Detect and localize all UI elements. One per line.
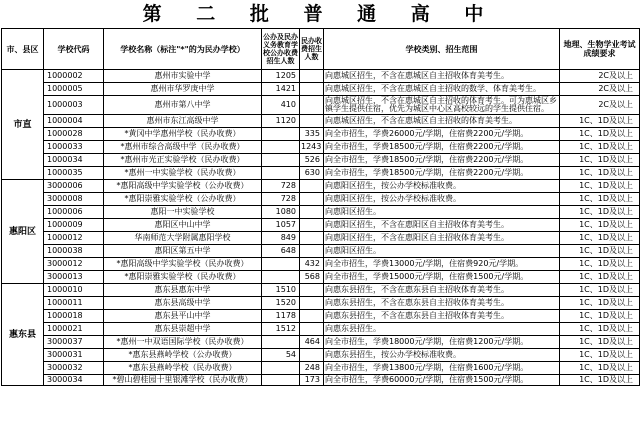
category-cell: 向惠阳区招生。 (324, 245, 560, 258)
table-row (2, 271, 640, 284)
table-row (2, 141, 640, 154)
category-cell: 向全市招生，学费18500元/学期，住宿费2200元/学期。 (324, 167, 560, 180)
public-quota-cell (262, 154, 300, 167)
school-name-cell: *惠阳高级中学实验学校（公办收费） (104, 180, 262, 193)
table-row (2, 83, 640, 96)
requirement-cell: 1C、1D及以上 (560, 362, 640, 375)
requirement-cell: 1C、1D及以上 (560, 206, 640, 219)
private-quota-cell: 630 (300, 167, 324, 180)
public-quota-cell (262, 128, 300, 141)
category-cell: 向惠城区招生，不含在惠城区自主招收的体育美考生。 (324, 115, 560, 128)
school-name-cell: 惠东县高级中学 (104, 297, 262, 310)
category-cell: 向惠东县招生，不含在惠东县自主招收体育美考生。 (324, 297, 560, 310)
school-code-cell: 1000038 (44, 245, 104, 258)
city-cell: 惠东县 (2, 284, 44, 386)
private-quota-cell (300, 180, 324, 193)
school-name-cell: *惠阳崇雅实验学校（民办收费） (104, 271, 262, 284)
requirement-cell: 1C、1D及以上 (560, 297, 640, 310)
header-code: 学校代码 (44, 29, 104, 70)
private-quota-cell (300, 232, 324, 245)
requirement-cell: 1C、1D及以上 (560, 180, 640, 193)
private-quota-cell: 335 (300, 128, 324, 141)
school-code-cell: 3000031 (44, 349, 104, 362)
school-name-cell: 惠东县崇超中学 (104, 323, 262, 336)
school-code-cell: 1000006 (44, 206, 104, 219)
requirement-cell: 1C、1D及以上 (560, 154, 640, 167)
school-name-cell: *黄冈中学惠州学校（民办收费） (104, 128, 262, 141)
school-name-cell: *惠东县燕岭学校（民办收费） (104, 362, 262, 375)
school-name-cell: *惠州一中实验学校（民办收费） (104, 167, 262, 180)
category-cell: 向全市招生，学费15000元/学期，住宿费1500元/学期。 (324, 271, 560, 284)
table-row (2, 206, 640, 219)
school-code-cell: 1000004 (44, 115, 104, 128)
school-code-cell: 1000033 (44, 141, 104, 154)
school-name-cell: 惠东县平山中学 (104, 310, 262, 323)
table-row (2, 128, 640, 141)
requirement-cell: 2C及以上 (560, 96, 640, 115)
table-row (2, 258, 640, 271)
city-cell: 惠阳区 (2, 180, 44, 284)
category-cell: 向惠阳区招生，按公办学校标准收费。 (324, 193, 560, 206)
category-cell: 向惠城区招生，不含在惠城区自主招收体育美考生。 (324, 70, 560, 83)
private-quota-cell (300, 323, 324, 336)
table-row (2, 180, 640, 193)
table-row (2, 154, 640, 167)
school-name-cell: 惠州市华罗庚中学 (104, 83, 262, 96)
private-quota-cell (300, 206, 324, 219)
table-row (2, 362, 640, 375)
header-row (2, 29, 640, 70)
category-cell: 向惠城区招生，不含在惠城区自主招收的体育考生。可为惠城区乡镇学生提供住宿，优先为城区中心区高校较远的学生提供住宿。 (324, 96, 560, 115)
public-quota-cell (262, 271, 300, 284)
school-code-cell: 1000028 (44, 128, 104, 141)
requirement-cell: 1C、1D及以上 (560, 258, 640, 271)
private-quota-cell (300, 193, 324, 206)
table-row (2, 167, 640, 180)
requirement-cell: 1C、1D及以上 (560, 141, 640, 154)
page-title: 第 二 批 普 通 高 中 (142, 3, 498, 25)
private-quota-cell (300, 219, 324, 232)
school-name-cell: 惠阳区第五中学 (104, 245, 262, 258)
public-quota-cell: 648 (262, 245, 300, 258)
table-row (2, 193, 640, 206)
category-cell: 向惠阳区招生，按公办学校标准收费。 (324, 180, 560, 193)
requirement-cell: 2C及以上 (560, 83, 640, 96)
school-code-cell: 3000008 (44, 193, 104, 206)
requirement-cell: 1C、1D及以上 (560, 115, 640, 128)
school-name-cell: *惠州市综合高级中学（民办收费） (104, 141, 262, 154)
school-name-cell: 惠阳区中山中学 (104, 219, 262, 232)
school-code-cell: 3000012 (44, 258, 104, 271)
school-code-cell: 3000006 (44, 180, 104, 193)
school-name-cell: *惠阳崇雅实验学校（公办收费） (104, 193, 262, 206)
private-quota-cell: 526 (300, 154, 324, 167)
city-cell: 市直 (2, 70, 44, 180)
public-quota-cell: 1080 (262, 206, 300, 219)
table-row (2, 297, 640, 310)
category-cell: 向惠阳区招生，不含在惠阳区自主招收体育美考生。 (324, 219, 560, 232)
school-code-cell: 3000034 (44, 375, 104, 386)
public-quota-cell: 1120 (262, 115, 300, 128)
requirement-cell: 1C、1D及以上 (560, 323, 640, 336)
school-code-cell: 1000034 (44, 154, 104, 167)
school-code-cell: 1000009 (44, 219, 104, 232)
table-row (2, 245, 640, 258)
private-quota-cell: 432 (300, 258, 324, 271)
school-name-cell: 惠阳一中实验学校 (104, 206, 262, 219)
category-cell: 向全市招生，学费18500元/学期，住宿费2200元/学期。 (324, 141, 560, 154)
public-quota-cell (262, 362, 300, 375)
public-quota-cell (262, 375, 300, 386)
public-quota-cell: 1512 (262, 323, 300, 336)
category-cell: 向惠城区招生，不含在惠城区自主招收的数学、体育美考生。 (324, 83, 560, 96)
public-quota-cell: 1178 (262, 310, 300, 323)
requirement-cell: 1C、1D及以上 (560, 219, 640, 232)
school-code-cell: 1000018 (44, 310, 104, 323)
requirement-cell: 1C、1D及以上 (560, 271, 640, 284)
category-cell: 向全市招生，学费13000元/学期，住宿费920元/学期。 (324, 258, 560, 271)
header-private-quota: 民办收费招生人数 (300, 29, 324, 70)
table-row (2, 375, 640, 386)
category-cell: 向全市招生，学费18000元/学期，住宿费1200元/学期。 (324, 336, 560, 349)
category-cell: 向惠东县招生，不含在惠东县自主招收体育美考生。 (324, 310, 560, 323)
private-quota-cell (300, 349, 324, 362)
school-name-cell: 惠州市实验中学 (104, 70, 262, 83)
private-quota-cell (300, 83, 324, 96)
school-code-cell: 3000037 (44, 336, 104, 349)
public-quota-cell: 728 (262, 180, 300, 193)
school-code-cell: 1000012 (44, 232, 104, 245)
school-code-cell: 1000002 (44, 70, 104, 83)
requirement-cell: 1C、1D及以上 (560, 336, 640, 349)
school-code-cell: 1000035 (44, 167, 104, 180)
requirement-cell: 1C、1D及以上 (560, 245, 640, 258)
requirement-cell: 1C、1D及以上 (560, 232, 640, 245)
public-quota-cell: 1205 (262, 70, 300, 83)
category-cell: 向惠阳区招生，不含在惠阳区自主招收体育美考生。 (324, 232, 560, 245)
private-quota-cell: 464 (300, 336, 324, 349)
public-quota-cell (262, 141, 300, 154)
table-body (2, 70, 640, 386)
school-name-cell: 惠州市第八中学 (104, 96, 262, 115)
category-cell: 向惠东县招生。 (324, 323, 560, 336)
table-row (2, 232, 640, 245)
school-name-cell: 惠东县惠东中学 (104, 284, 262, 297)
category-cell: 向全市招生，学费26000元/学期，住宿费2200元/学期。 (324, 128, 560, 141)
school-name-cell: 华南师范大学附属惠阳学校 (104, 232, 262, 245)
private-quota-cell (300, 115, 324, 128)
requirement-cell: 1C、1D及以上 (560, 167, 640, 180)
private-quota-cell (300, 297, 324, 310)
public-quota-cell: 728 (262, 193, 300, 206)
table-row (2, 70, 640, 83)
school-name-cell: *惠阳高级中学实验学校（民办收费） (104, 258, 262, 271)
public-quota-cell: 54 (262, 349, 300, 362)
table-row (2, 310, 640, 323)
public-quota-cell: 1520 (262, 297, 300, 310)
requirement-cell: 1C、1D及以上 (560, 349, 640, 362)
private-quota-cell: 173 (300, 375, 324, 386)
public-quota-cell (262, 258, 300, 271)
header-category: 学校类别、招生范围 (324, 29, 560, 70)
private-quota-cell: 1243 (300, 141, 324, 154)
header-city: 市、县区 (2, 29, 44, 70)
category-cell: 向全市招生，学费60000元/学期，住宿费1500元/学期。 (324, 375, 560, 386)
school-code-cell: 1000003 (44, 96, 104, 115)
private-quota-cell (300, 96, 324, 115)
header-requirement: 地理、生物学业考试成绩要求 (560, 29, 640, 70)
requirement-cell: 1C、1D及以上 (560, 284, 640, 297)
table-row (2, 323, 640, 336)
school-name-cell: 惠州市东江高级中学 (104, 115, 262, 128)
table-row (2, 284, 640, 297)
header-school-name: 学校名称（标注"*"的为民办学校） (104, 29, 262, 70)
category-cell: 向全市招生，学费13800元/学期，住宿费1600元/学期。 (324, 362, 560, 375)
private-quota-cell: 248 (300, 362, 324, 375)
requirement-cell: 1C、1D及以上 (560, 310, 640, 323)
school-code-cell: 3000032 (44, 362, 104, 375)
school-name-cell: *惠州市光正实验学校（民办收费） (104, 154, 262, 167)
private-quota-cell (300, 70, 324, 83)
private-quota-cell: 568 (300, 271, 324, 284)
private-quota-cell (300, 284, 324, 297)
school-code-cell: 1000005 (44, 83, 104, 96)
requirement-cell: 1C、1D及以上 (560, 128, 640, 141)
admission-table (1, 28, 640, 386)
school-code-cell: 1000021 (44, 323, 104, 336)
school-code-cell: 3000013 (44, 271, 104, 284)
table-row (2, 219, 640, 232)
category-cell: 向惠东县招生，不含在惠东县自主招收体育美考生。 (324, 284, 560, 297)
private-quota-cell (300, 310, 324, 323)
requirement-cell: 1C、1D及以上 (560, 193, 640, 206)
school-name-cell: *碧山碧桂园十里银滩学校（民办收费） (104, 375, 262, 386)
public-quota-cell: 1421 (262, 83, 300, 96)
public-quota-cell: 410 (262, 96, 300, 115)
private-quota-cell (300, 245, 324, 258)
public-quota-cell (262, 167, 300, 180)
table-row (2, 96, 640, 115)
table-row (2, 115, 640, 128)
public-quota-cell: 849 (262, 232, 300, 245)
school-code-cell: 1000011 (44, 297, 104, 310)
category-cell: 向全市招生，学费18500元/学期，住宿费2200元/学期。 (324, 154, 560, 167)
public-quota-cell: 1057 (262, 219, 300, 232)
requirement-cell: 1C、1D及以上 (560, 375, 640, 386)
public-quota-cell: 1510 (262, 284, 300, 297)
requirement-cell: 2C及以上 (560, 70, 640, 83)
public-quota-cell (262, 336, 300, 349)
school-name-cell: *惠州一中双语国际学校（民办收费） (104, 336, 262, 349)
category-cell: 向惠东县招生，按公办学校标准收费。 (324, 349, 560, 362)
category-cell: 向惠阳区招生。 (324, 206, 560, 219)
header-public-quota: 公办及民办义务教育学校公办收费招生人数 (262, 29, 300, 70)
table-row (2, 336, 640, 349)
school-name-cell: *惠东县燕岭学校（公办收费） (104, 349, 262, 362)
table-row (2, 349, 640, 362)
school-code-cell: 1000010 (44, 284, 104, 297)
